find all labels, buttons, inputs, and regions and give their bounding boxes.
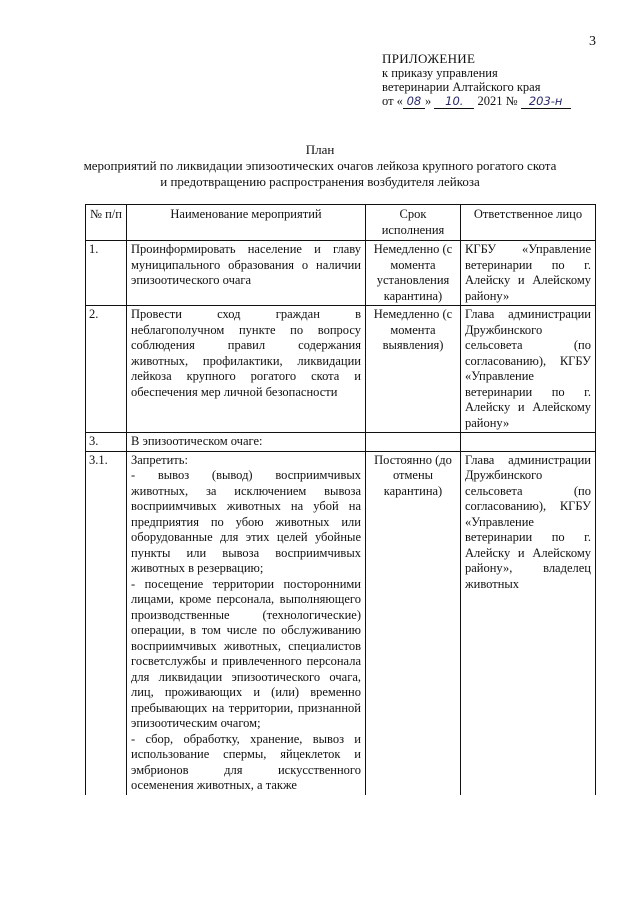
header-deadline: Срок исполнения bbox=[366, 205, 461, 241]
table-header-row bbox=[86, 205, 596, 241]
date-year: 2021 № bbox=[477, 94, 518, 108]
row-num: 3. bbox=[86, 433, 127, 452]
plan-title-line-3: и предотвращению распространения возбудителя лейкоза bbox=[160, 174, 480, 189]
row-name-line: - вывоз (вывод) восприимчивых животных, за исключением вывоза восприимчивых животных на убой на предприятия по убою животных или оборудованные для этих целей убойные пункты или вывоза восприимчивых животных в резервацию; bbox=[131, 468, 361, 575]
row-responsible bbox=[461, 433, 596, 452]
row-deadline bbox=[366, 433, 461, 452]
row-name: Проинформировать население и главу муниципального образования о наличии эпизоотического очага bbox=[127, 241, 366, 306]
row-name bbox=[127, 451, 366, 795]
row-deadline: Постоянно (до отмены карантина) bbox=[366, 451, 461, 795]
row-num: 2. bbox=[86, 306, 127, 433]
appendix-header bbox=[382, 52, 571, 109]
row-name: Провести сход граждан в неблагополучном пункте по вопросу соблюдения правил содержания животных, профилактики, ликвидации лейкоза крупного рогатого скота и обеспечения мер личной безопасности bbox=[127, 306, 366, 433]
plan-title bbox=[0, 142, 640, 190]
page-number: 3 bbox=[589, 34, 596, 49]
row-name-line: - сбор, обработку, хранение, вывоз и использование спермы, яйцеклеток и эмбрионов для искусственного осеменения животных, а также bbox=[131, 731, 361, 792]
table-row bbox=[86, 306, 596, 433]
handwritten-month: 10. bbox=[434, 94, 474, 109]
row-num: 3.1. bbox=[86, 451, 127, 795]
order-date-line bbox=[382, 94, 571, 109]
row-deadline: Немедленно (с момента установления карантина) bbox=[366, 241, 461, 306]
appendix-title: ПРИЛОЖЕНИЕ bbox=[382, 51, 476, 66]
row-name-line: Запретить: bbox=[131, 452, 188, 467]
row-name-line: - посещение территории посторонними лицами, кроме персонала, выполняющего производственные (технологические) операции, в том числе по обслуживанию восприимчивых животных, специалистов госветслужбы и привлеченного персонала для ликвидации эпизоотического очага, лиц, проживающих и (или) временно пребывающих на территории, признанной эпизоотическим очагом; bbox=[131, 576, 361, 730]
row-responsible: КГБУ «Управление ветеринарии по г. Алейску и Алейскому району» bbox=[461, 241, 596, 306]
handwritten-day: 08 bbox=[403, 94, 425, 109]
row-num: 1. bbox=[86, 241, 127, 306]
date-prefix: от « bbox=[382, 94, 403, 108]
header-responsible: Ответственное лицо bbox=[461, 205, 596, 241]
row-deadline: Немедленно (с момента выявления) bbox=[366, 306, 461, 433]
row-name: В эпизоотическом очаге: bbox=[127, 433, 366, 452]
row-responsible: Глава администрации Дружбинского сельсовета (по согласованию), КГБУ «Управление ветеринарии по г. Алейску и Алейскому району», владелец животных bbox=[461, 451, 596, 795]
plan-title-line-1: План bbox=[305, 142, 335, 157]
plan-title-line-2: мероприятий по ликвидации эпизоотических очагов лейкоза крупного рогатого скота bbox=[83, 158, 557, 173]
table-row bbox=[86, 433, 596, 452]
date-mid: » bbox=[424, 94, 432, 108]
appendix-line-2: ветеринарии Алтайского края bbox=[382, 80, 541, 94]
header-num: № п/п bbox=[86, 205, 127, 241]
table-row bbox=[86, 241, 596, 306]
plan-table bbox=[85, 204, 596, 795]
handwritten-order-number: 203-н bbox=[521, 94, 571, 109]
header-name: Наименование мероприятий bbox=[127, 205, 366, 241]
table-row bbox=[86, 451, 596, 795]
appendix-line-1: к приказу управления bbox=[382, 66, 498, 80]
row-responsible: Глава администрации Дружбинского сельсовета (по согласованию), КГБУ «Управление ветеринарии по г. Алейску и Алейскому району» bbox=[461, 306, 596, 433]
